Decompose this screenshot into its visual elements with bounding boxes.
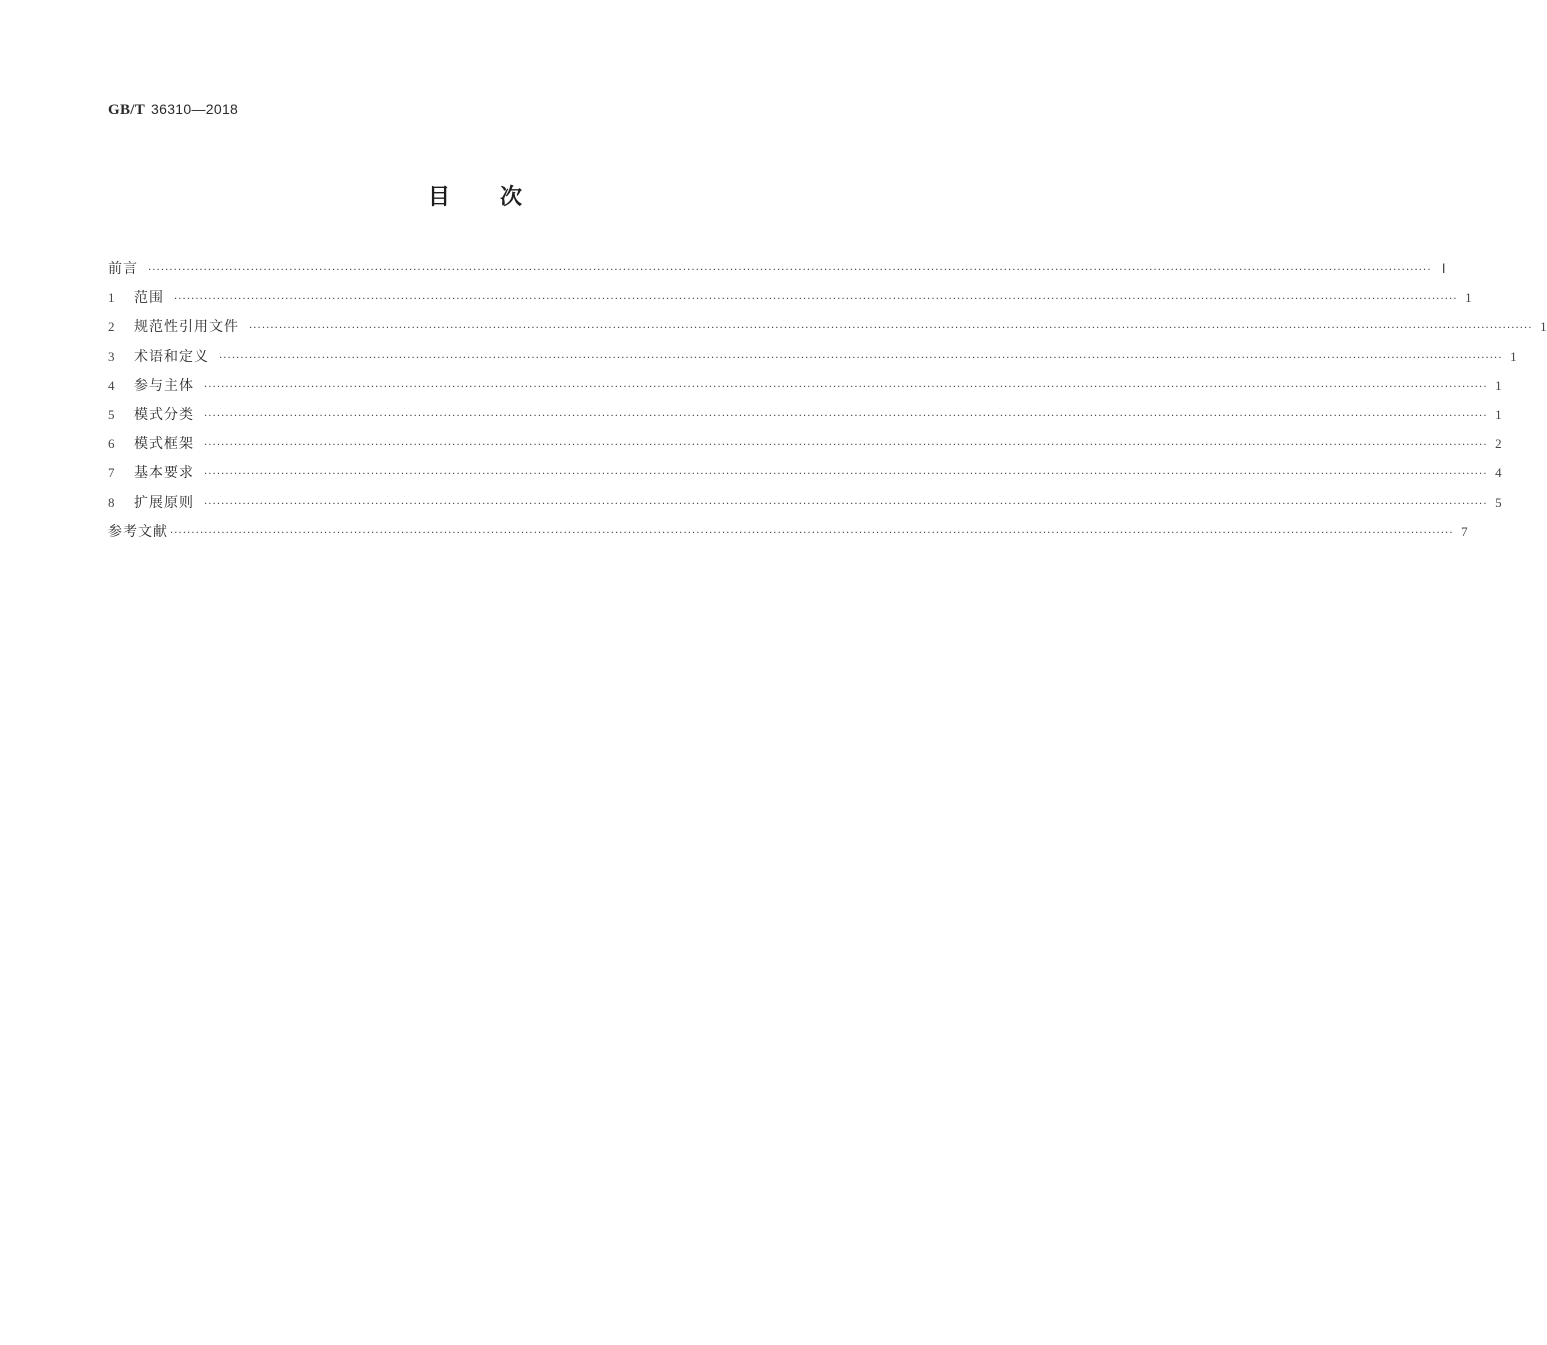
toc-leader-dots: ············································································································································································································································································································ [204, 410, 1488, 422]
toc-item-label: 范围 [134, 290, 164, 307]
toc-item-label: 前言 [108, 261, 138, 277]
toc-item-bibliography[interactable] [108, 521, 1468, 550]
toc-item-6[interactable] [108, 433, 1502, 462]
toc-leader-dots: ············································································································································································································································································································ [204, 498, 1488, 510]
toc-item-label: 参考文献 [108, 523, 168, 540]
toc-item-page: 1 [1540, 319, 1547, 335]
toc-item-8[interactable] [108, 492, 1502, 521]
toc-leader-dots: ············································································································································································································································································································ [204, 381, 1488, 393]
toc-leader-dots: ············································································································································································································································································································ [249, 323, 1533, 335]
toc-item-2[interactable] [108, 316, 1547, 345]
toc-item-label: 规范性引用文件 [134, 319, 239, 336]
toc-item-page: 1 [1495, 377, 1502, 393]
table-of-contents [108, 258, 1547, 550]
toc-item-label: 模式框架 [134, 436, 194, 453]
toc-item-4[interactable] [108, 375, 1502, 404]
toc-item-page: 1 [1495, 406, 1502, 422]
toc-item-number: 1 [108, 290, 115, 306]
toc-leader-dots: ············································································································································································································································································································ [174, 294, 1458, 306]
standard-code-prefix: GB/T [108, 102, 146, 118]
toc-leader-dots: ············································································································································································································································································································ [170, 527, 1454, 539]
toc-item-label: 模式分类 [134, 406, 194, 423]
toc-item-number: 2 [108, 319, 115, 335]
toc-item-number: 8 [108, 494, 115, 510]
toc-item-page: 1 [1465, 290, 1472, 306]
toc-item-number: 5 [108, 406, 115, 422]
toc-item-1[interactable] [108, 287, 1472, 316]
toc-leader-dots: ············································································································································································································································································································ [204, 440, 1488, 452]
toc-item-page: Ⅰ [1441, 261, 1446, 276]
toc-item-label: 术语和定义 [134, 348, 209, 365]
toc-leader-dots: ············································································································································································································································································································ [204, 469, 1488, 481]
toc-item-page: 1 [1510, 348, 1517, 364]
toc-leader-dots: ············································································································································································································································································································ [219, 352, 1503, 364]
toc-item-number: 7 [108, 465, 115, 481]
toc-item-number: 4 [108, 377, 115, 393]
toc-item-page: 7 [1461, 523, 1468, 539]
toc-item-3[interactable] [108, 346, 1517, 375]
standard-code [108, 101, 238, 119]
toc-item-label: 扩展原则 [134, 494, 194, 511]
toc-item-number: 6 [108, 436, 115, 452]
toc-item-foreword[interactable] [108, 258, 1446, 287]
toc-item-7[interactable] [108, 462, 1502, 491]
toc-item-page: 5 [1495, 494, 1502, 510]
toc-item-page: 2 [1495, 436, 1502, 452]
toc-item-page: 4 [1495, 465, 1502, 481]
standard-code-number: 36310—2018 [151, 101, 239, 117]
toc-leader-dots: ············································································································································································································································································································ [148, 265, 1432, 276]
toc-item-label: 参与主体 [134, 377, 194, 394]
toc-item-label: 基本要求 [134, 465, 194, 482]
toc-item-number: 3 [108, 348, 115, 364]
toc-item-5[interactable] [108, 404, 1502, 433]
page-title: 目次 [427, 185, 572, 210]
